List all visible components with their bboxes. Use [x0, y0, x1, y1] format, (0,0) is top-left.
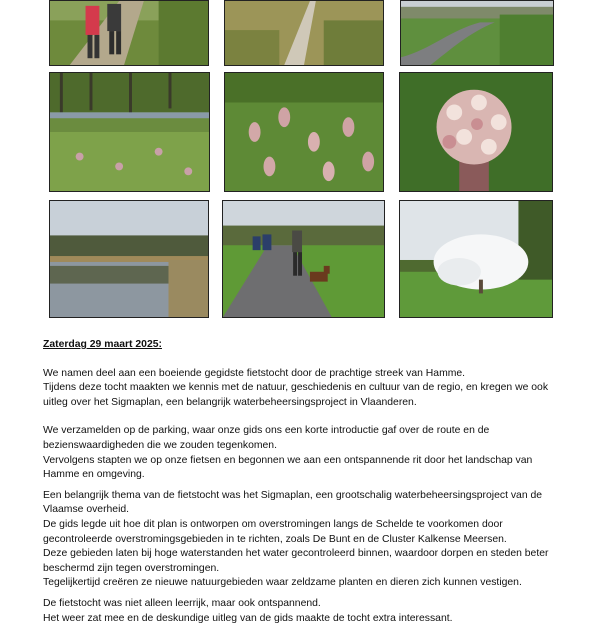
text-line: Tegelijkertijd creëren ze nieuwe natuurgebieden waar zeldzame planten en dieren zich kunnen vestigen. [43, 577, 522, 589]
text-line: Deze gebieden laten bij hoge waterstanden het water gecontroleerd binnen, waardoor dorpen en steden beter [43, 548, 549, 560]
paragraph-parking [43, 424, 563, 482]
text-line: Het weer zat mee en de deskundige uitleg van de gids maakte de tocht extra interessant. [43, 612, 453, 624]
paragraph-sigmaplan [43, 489, 563, 591]
text-line: beschermd zijn tegen overstromingen. [43, 562, 220, 574]
paragraph-intro [43, 367, 563, 411]
text-line: bezienswaardigheden die we zouden tegenkomen. [43, 439, 277, 451]
paragraph-conclusion [43, 597, 563, 626]
text-line: gecontroleerde overstromingsgebieden in te richten, zoals De Bunt en de Cluster Kalkense Meersen. [43, 533, 507, 545]
text-line: We namen deel aan een boeiende gegidste fietstocht door de prachtige streek van Hamme. [43, 367, 466, 379]
photo-concrete-path [224, 0, 384, 66]
text-line: We verzamelden op de parking, waar onze gids ons een korte introductie gaf over de route en de [43, 425, 490, 437]
photo-butterbur-closeup-field [224, 72, 384, 192]
text-line: De gids legde uit hoe dit plan is ontworpen om overstromingen langs de Schelde te voorkomen door [43, 518, 503, 530]
photo-curving-road [400, 0, 554, 66]
photo-butterbur-flower [399, 72, 553, 192]
photo-walkers [49, 0, 209, 66]
text-line: Hamme en omgeving. [43, 469, 145, 481]
text-line: Tijdens deze tocht maakten we kennis met de natuur, geschiedenis en cultuur van de regio, en kregen we ook [43, 382, 549, 394]
photo-dike-walkers-dog [222, 200, 385, 318]
text-line: Vervolgens stapten we op onze fietsen en begonnen we aan een ontspannende rit door het landschap van [43, 454, 533, 466]
text-line: uitleg over het Sigmaplan, een belangrijk waterbeheersingsproject in Vlaanderen. [43, 396, 417, 408]
article-heading: Zaterdag 29 maart 2025: [43, 339, 162, 350]
text-line: Vlaamse overheid. [43, 504, 130, 516]
article-body [43, 338, 563, 632]
photo-river [49, 200, 209, 318]
photo-blossom-tree [399, 200, 553, 318]
text-line: Een belangrijk thema van de fietstocht was het Sigmaplan, een grootschalig waterbeheersingsproject van de [43, 489, 543, 501]
text-line: De fietstocht was niet alleen leerrijk, maar ook ontspannend. [43, 597, 321, 609]
photo-butterbur-field [49, 72, 210, 192]
